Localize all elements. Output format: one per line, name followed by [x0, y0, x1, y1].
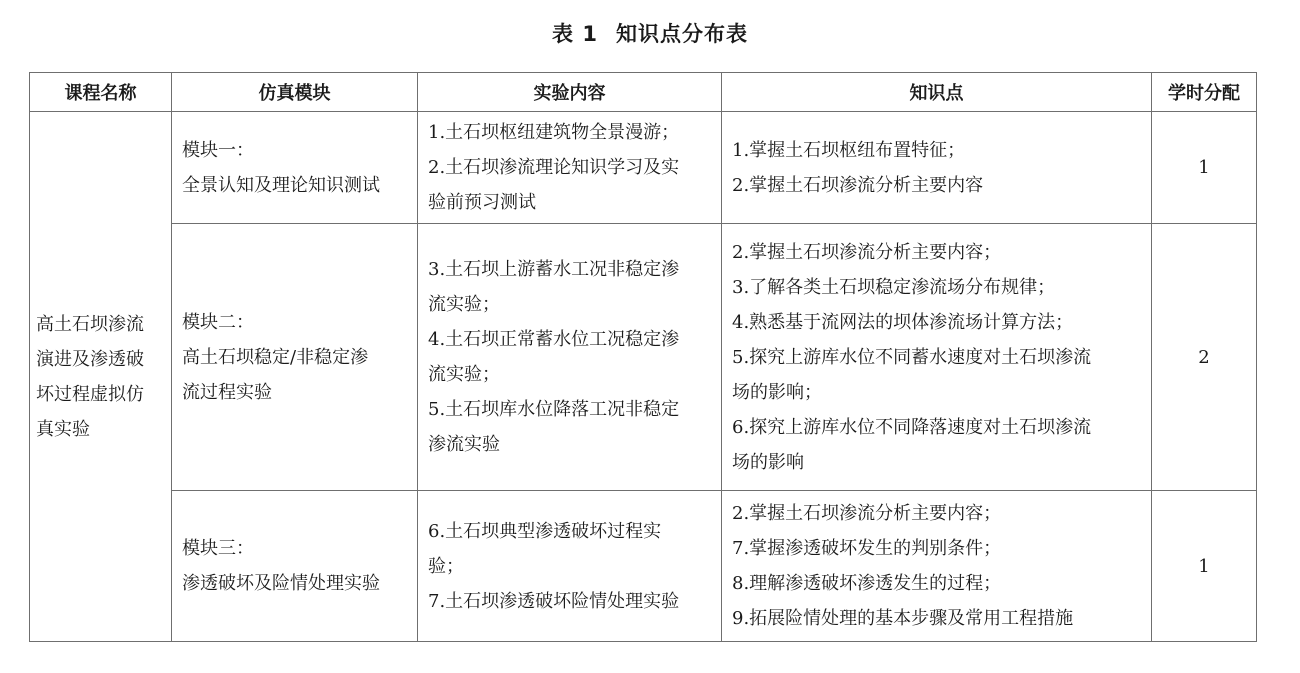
- table-row: [30, 224, 1257, 491]
- module-cell: [172, 491, 418, 642]
- knowledge-line: 7.掌握渗透破坏发生的判别条件；: [732, 538, 1002, 559]
- module-cell: [172, 224, 418, 491]
- knowledge-cell: [722, 112, 1152, 224]
- table-row: [30, 491, 1257, 642]
- header-module: 仿真模块: [172, 73, 418, 112]
- module-cell: [172, 112, 418, 224]
- module-line: 全景认知及理论知识测试: [182, 174, 380, 196]
- knowledge-cell: [722, 491, 1152, 642]
- content-line: 流实验；: [428, 294, 500, 315]
- knowledge-line: 场的影响；: [732, 381, 822, 403]
- content-line: 流实验；: [428, 364, 500, 385]
- knowledge-line: 1.掌握土石坝枢纽布置特征；: [732, 139, 966, 161]
- table-title: 知识点分布表: [615, 22, 748, 46]
- knowledge-line: 4.熟悉基于流网法的坝体渗流场计算方法；: [732, 311, 1074, 333]
- knowledge-line: 8.理解渗透破坏渗透发生的过程；: [732, 573, 1002, 594]
- course-name-line: 演进及渗透破: [36, 348, 144, 370]
- content-cell: [418, 224, 722, 491]
- content-line: 5.土石坝库水位降落工况非稳定: [428, 399, 680, 420]
- hours-cell: 2: [1152, 224, 1257, 491]
- module-line: 渗透破坏及险情处理实验: [182, 573, 380, 594]
- knowledge-line: 2.掌握土石坝渗流分析主要内容: [732, 174, 984, 196]
- header-course-name: 课程名称: [30, 73, 172, 112]
- course-name-cell: [30, 112, 172, 642]
- module-line: 高土石坝稳定/非稳定渗: [182, 346, 369, 368]
- content-cell: [418, 491, 722, 642]
- header-hours: 学时分配: [1152, 73, 1257, 112]
- knowledge-line: 3.了解各类土石坝稳定渗流场分布规律；: [732, 276, 1056, 298]
- content-line: 7.土石坝渗透破坏险情处理实验: [428, 590, 680, 612]
- module-line: 流过程实验: [182, 381, 272, 403]
- knowledge-distribution-table: [29, 72, 1257, 642]
- knowledge-line: 5.探究上游库水位不同蓄水速度对土石坝渗流: [732, 346, 1092, 368]
- course-name-line: 坏过程虚拟仿: [36, 383, 144, 405]
- header-knowledge-points: 知识点: [722, 73, 1152, 112]
- table-row: [30, 112, 1257, 224]
- knowledge-line: 9.拓展险情处理的基本步骤及常用工程措施: [732, 608, 1074, 629]
- table-number: 表 1: [552, 22, 598, 46]
- module-line: 模块一：: [182, 139, 254, 161]
- content-line: 6.土石坝典型渗透破坏过程实: [428, 520, 662, 542]
- knowledge-line: 2.掌握土石坝渗流分析主要内容；: [732, 503, 1002, 524]
- hours-cell: 1: [1152, 112, 1257, 224]
- header-experiment-content: 实验内容: [418, 73, 722, 112]
- content-line: 验前预习测试: [428, 192, 536, 213]
- table-caption: [0, 18, 1300, 48]
- content-line: 渗流实验: [428, 434, 500, 455]
- knowledge-cell: [722, 224, 1152, 491]
- knowledge-line: 2.掌握土石坝渗流分析主要内容；: [732, 241, 1002, 263]
- hours-cell: 1: [1152, 491, 1257, 642]
- course-name-line: 高土石坝渗流: [36, 313, 144, 335]
- content-cell: [418, 112, 722, 224]
- content-line: 2.土石坝渗流理论知识学习及实: [428, 157, 680, 178]
- module-line: 模块二：: [182, 311, 254, 333]
- content-line: 1.土石坝枢纽建筑物全景漫游；: [428, 122, 680, 143]
- content-line: 4.土石坝正常蓄水位工况稳定渗: [428, 329, 680, 350]
- header-row: [30, 73, 1257, 112]
- knowledge-line: 场的影响: [732, 451, 804, 473]
- content-line: 3.土石坝上游蓄水工况非稳定渗: [428, 259, 680, 280]
- knowledge-line: 6.探究上游库水位不同降落速度对土石坝渗流: [732, 416, 1092, 438]
- content-line: 验；: [428, 555, 464, 577]
- module-line: 模块三：: [182, 538, 254, 559]
- course-name-line: 真实验: [36, 418, 90, 440]
